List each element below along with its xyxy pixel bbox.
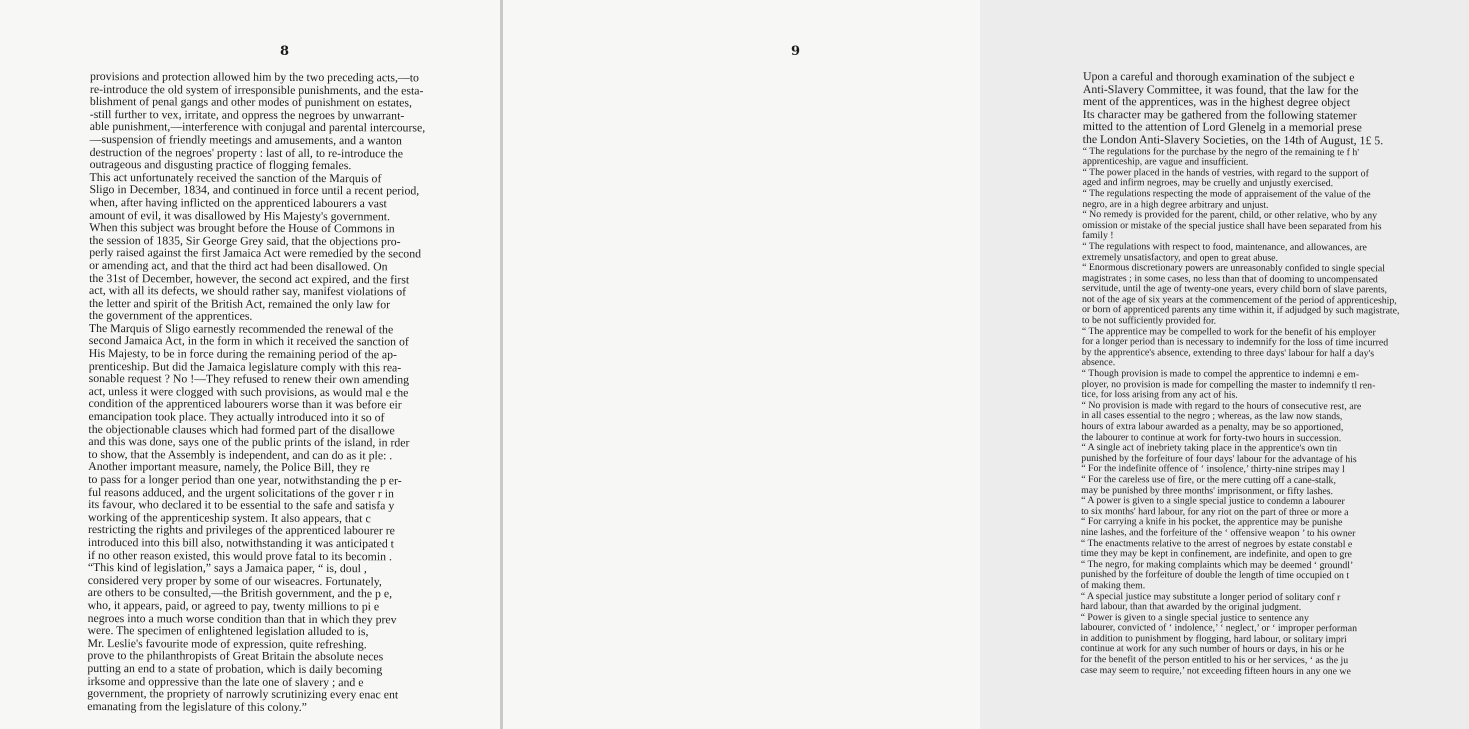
text-line: irksome and oppressive than the late one of slavery ; and e <box>87 673 364 689</box>
text-line: “ For the indefinite offence of ‘ insolence,’ thirty-nine stripes may l <box>1081 463 1345 476</box>
text-line: continue at work for any such number of hours or days, in his or he <box>1080 643 1345 656</box>
text-line: to be not sufficiently provided for. <box>1081 315 1217 327</box>
text-line: to six months' hard labour, for any riot on the part of three or more a <box>1081 505 1349 518</box>
text-line: —suspension of friendly meetings and amusements, and a wanton <box>89 131 402 148</box>
text-line: condition of the apprenticed labourers worse than it was before eir <box>88 396 402 412</box>
text-line: when, after having inflicted on the apprenticed labourers a vast <box>89 194 387 211</box>
text-line: servitude, until the age of twenty-one years, every child born of slave parents, <box>1082 283 1388 296</box>
text-line: act, with all its defects, we should rather say, manifest violations of <box>89 283 407 299</box>
text-line: considered very proper by some of our wiseacres. Fortunately, <box>87 572 382 589</box>
text-line: This act unfortunately received the sanction of the Marquis of <box>89 169 382 186</box>
text-line: hours of extra labour awarded as a penalty, may be so apportioned, <box>1081 420 1344 434</box>
text-line: in addition to punishment by flogging, hard labour, or solitary impri <box>1080 632 1347 646</box>
text-line: amount of evil, it was disallowed by His Majesty's government. <box>89 207 391 223</box>
text-line: ful reasons adduced, and the urgent solicitations of the gover r in <box>88 484 394 500</box>
text-line: “ No remedy is provided for the parent, child, or other relative, who by any <box>1082 209 1378 222</box>
text-line: the 31st of December, however, the second act expired, and the first <box>89 270 410 286</box>
text-line: perly raised against the first Jamaica Act were remedied by the second <box>89 245 422 261</box>
text-line: absence. <box>1081 357 1116 369</box>
text-line: “ Though provision is made to compel the apprentice to indemni e em- <box>1081 368 1360 381</box>
text-line: ment of the apprentices, was in the highest degree object <box>1082 94 1351 110</box>
text-line: introduced into this bill also, notwithstanding it was anticipated t <box>87 534 394 551</box>
memorial-quotation <box>1080 147 1468 678</box>
text-line: the letter and spirit of the British Act, remained the only law for <box>88 295 391 311</box>
text-line: “ Enormous discretionary powers are unreasonably confided to single special <box>1082 262 1385 275</box>
text-line: its favour, who declared it to be essential to the safe and satisfa y <box>88 497 395 513</box>
text-line: the session of 1835, Sir George Grey said, that the objections pro- <box>89 232 401 249</box>
left-page-number: 8 <box>280 44 290 59</box>
text-line: government, the propriety of narrowly scrutinizing every enac ent <box>87 686 399 702</box>
text-line: emancipation took place. They actually introduced into it so of <box>88 409 385 425</box>
text-line: for the benefit of the person entitled to his or her services, ‘ as the ju <box>1080 654 1349 667</box>
text-line: by the apprentice's absence, extending to three days' labour for half a day's <box>1081 346 1375 360</box>
text-line: the objectionable clauses which had formed part of the disallowe <box>88 421 395 437</box>
text-line: re-introduce the old system of irresponsible punishments, and the esta- <box>89 81 424 98</box>
text-line: “ The regulations for the purchase by the negro of the remaining te f h' <box>1082 145 1360 158</box>
text-line: destruction of the negroes' property : last of all, to re-introduce the <box>89 144 404 160</box>
text-line: to pass for a longer period than one year, notwithstanding the p er- <box>88 471 402 488</box>
text-line: “ A single act of inebriety taking place in the apprentice's own tin <box>1081 442 1338 455</box>
text-line: not of the age of six years at the commencement of the period of apprenticeship, <box>1081 293 1397 307</box>
text-line: Its character may be gathered from the following statemer <box>1082 106 1357 122</box>
text-line: emanating from the legislature of this colony.” <box>87 698 307 714</box>
text-line: “ No provision is made with regard to the hours of consecutive rest, are <box>1081 399 1362 413</box>
text-line: sonable request ? No !—They refused to renew their own amending <box>88 371 410 387</box>
text-line: putting an end to a state of probation, which is daily becoming <box>87 660 383 677</box>
text-line: hard labour, than that awarded by the original judgment. <box>1080 601 1302 614</box>
text-line: punished by the forfeiture of double the length of time occupied on t <box>1080 569 1350 582</box>
text-line: negroes into a much worse condition than that in which they prev <box>87 610 397 626</box>
text-line: or born of apprenticed parents any time within it, if adjudged by such magistrate, <box>1081 304 1400 317</box>
text-line: or amending act, and that the third act had been disallowed. On <box>89 257 388 274</box>
text-line: second Jamaica Act, in the form in which it received the sanction of <box>88 333 409 349</box>
text-line: in all cases essential to the negro ; whereas, as the law now stands, <box>1081 410 1343 423</box>
text-line: -still further to vex, irritate, and oppress the negroes by unwarrant- <box>89 106 405 123</box>
text-line: provisions and protection allowed him by the two preceding acts,—to <box>89 69 419 85</box>
text-line: labourer, convicted of ‘ indolence,’ ‘ neglect,’ or ‘ improper performan <box>1080 622 1358 635</box>
text-line: magistrates ; in some cases, no less than that of dooming to uncompensated <box>1082 272 1378 285</box>
text-line: blishment of penal gangs and other modes of punishment on estates, <box>89 94 412 110</box>
text-line: “ For carrying a knife in his pocket, the apprentice may be punishe <box>1081 516 1343 529</box>
text-line: “ The negro, for making complaints which may be deemed ‘ groundl’ <box>1080 558 1354 571</box>
text-line: able punishment,—interference with conjugal and parental intercourse, <box>89 119 426 135</box>
text-line: prove to the philanthropists of Great Britain the absolute neces <box>87 648 384 664</box>
text-line: nine lashes, and the forfeiture of the ‘ offensive weapon ’ to his owner <box>1080 526 1356 540</box>
text-line: The Marquis of Sligo earnestly recommended the renewal of the <box>88 320 394 337</box>
text-line: the London Anti-Slavery Societies, on the 14th of August, 1£ 5. <box>1082 131 1384 148</box>
text-line: When this subject was brought before the House of Commons in <box>89 220 395 236</box>
text-line: omission or mistake of the special justice shall have been separated from his <box>1082 219 1382 233</box>
text-line: the government of the apprentices. <box>88 308 253 323</box>
text-line: Another important measure, namely, the Police Bill, they re <box>88 459 370 475</box>
text-line: who, it appears, paid, or agreed to pay, twenty millions to pi e <box>87 597 380 614</box>
text-line: punished by the forfeiture of four days' labour for the advantage of his <box>1081 452 1357 465</box>
text-line: to show, that the Assembly is independent, and can do as it ple: . <box>88 446 393 463</box>
text-line: were. The specimen of enlightened legislation alluded to is, <box>87 623 369 639</box>
text-line: Sligo in December, 1834, and continued in force until a recent period, <box>89 182 420 198</box>
text-line: are others to be consulted,—the British government, and the p e, <box>87 585 393 601</box>
text-line: of making them. <box>1080 579 1146 592</box>
text-line: “ A power is given to a single special justice to condemn a labourer <box>1081 495 1345 508</box>
text-line: for a longer period than is necessary to indemnify for the loss of time incurred <box>1081 336 1389 349</box>
text-line: working of the apprenticeship system. It also appears, that c <box>88 509 371 526</box>
text-line: time they may be kept in confinement, are indefinite, and open to gre <box>1080 548 1352 561</box>
text-line: restricting the rights and privileges of the apprenticed labourer re <box>87 522 395 538</box>
right-intro-paragraph <box>1083 70 1469 147</box>
text-line: the labourer to continue at work for forty-two hours in succession. <box>1081 431 1342 444</box>
text-line: Mr. Leslie's favourite mode of expression, quite refreshing. <box>87 635 367 651</box>
text-line: apprenticeship, are vague and insufficient. <box>1082 156 1249 168</box>
text-line: extremely unsatisfactory, and open to great abuse. <box>1082 251 1278 264</box>
right-page-number: 9 <box>791 44 801 59</box>
text-line: “ A special justice may substitute a longer period of solitary conf r <box>1080 590 1341 603</box>
text-line: His Majesty, to be in force during the remaining period of the ap- <box>88 346 397 362</box>
left-page-text <box>87 70 482 722</box>
text-line: “ For the careless use of fire, or the mere cutting off a cane-stalk, <box>1081 473 1336 487</box>
left-page <box>0 0 500 729</box>
text-line: may be punished by three months' imprisonment, or fifty lashes. <box>1081 484 1334 497</box>
text-line: negro, are in a high degree arbitrary and unjust. <box>1082 198 1269 211</box>
text-line: outrageous and disgusting practice of flogging females. <box>89 157 352 173</box>
text-line: act, unless it were clogged with such provisions, as would mal e the <box>88 383 409 400</box>
text-line: “ The regulations with respect to food, maintenance, and allowances, are <box>1082 240 1367 254</box>
text-line: “ The regulations respecting the mode of appraisement of the value of the <box>1082 187 1371 201</box>
text-line: “ The apprentice may be compelled to work for the benefit of his employer <box>1081 325 1376 338</box>
text-line: mitted to the attention of Lord Glenelg in a memorial prese <box>1082 119 1362 135</box>
text-line: family ! <box>1082 230 1114 242</box>
right-page-text <box>1080 70 1469 722</box>
text-line: Upon a careful and thorough examination of the subject e <box>1082 69 1355 85</box>
text-line: and this was done, says one of the public prints of the island, in rder <box>88 434 410 450</box>
text-line: Anti-Slavery Committee, it was found, that the law for the <box>1082 81 1359 97</box>
text-line: prenticeship. But did the Jamaica legislature comply with this rea- <box>88 358 402 375</box>
text-line: “ Power is given to a single special justice to sentence any <box>1080 611 1309 624</box>
text-line: if no other reason existed, this would prove fatal to its becomin . <box>87 547 392 563</box>
text-line: tice, for loss arising from any act of his. <box>1081 389 1238 401</box>
text-line: ployer, no provision is made for compelling the master to indemnify tl ren- <box>1081 378 1376 391</box>
right-page <box>503 0 1400 729</box>
text-line: “This kind of legislation,” says a Jamaica paper, “ is, doul , <box>87 560 367 576</box>
text-line: aged and infirm negroes, may be cruelly and unjustly exercised. <box>1082 177 1334 190</box>
text-line: case may seem to require,’ not exceeding fifteen hours in any one we <box>1080 664 1351 677</box>
text-line: “ The enactments relative to the arrest of negroes by estate constabl e <box>1080 537 1353 550</box>
text-line: “ The power placed in the hands of vestries, with regard to the support of <box>1082 166 1369 179</box>
